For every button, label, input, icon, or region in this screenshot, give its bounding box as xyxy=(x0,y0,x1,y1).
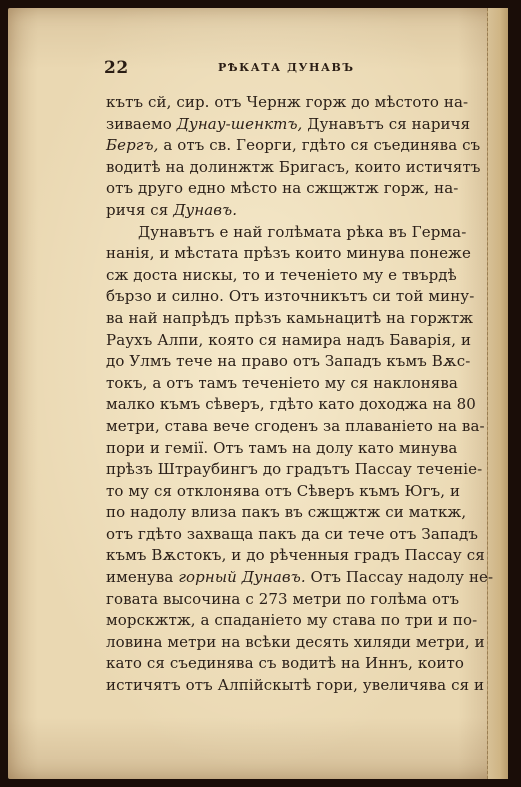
line-text: отъ друго едно мѣсто на сжщжтж горж, на- xyxy=(106,179,459,198)
italic-term: Бергъ, xyxy=(106,136,159,155)
line-text: Отъ Пассау надолу не- xyxy=(305,568,494,587)
line-text: токъ, а отъ тамъ теченіето му ся наклонява xyxy=(106,373,458,392)
line-text: прѣзъ Штраубингъ до градътъ Пассау теченіе- xyxy=(106,460,483,479)
line-text: Дунавътъ ся наричя xyxy=(302,114,471,133)
line-text: като ся съединява съ водитѣ на Иннъ, които xyxy=(106,654,465,673)
line-text: говата высочина с 273 метри по голѣма отъ xyxy=(106,589,460,608)
line-text: сж доста нискы, то и теченіето му е твърдѣ xyxy=(106,265,457,284)
book-page xyxy=(8,8,508,779)
line-text: къмъ Вѫстокъ, и до рѣченныя градъ Пассау ся xyxy=(106,546,485,565)
line-text: пори и гемії. Отъ тамъ на долу като минува xyxy=(106,438,458,457)
text-line xyxy=(106,502,467,524)
line-text: ричя ся xyxy=(106,200,174,219)
running-title: РѢКАТА ДУНАВЪ xyxy=(218,61,355,74)
text-line xyxy=(106,308,474,330)
line-text: именува xyxy=(106,568,179,587)
line-text: до Улмъ тече на право отъ Западъ къмъ Вѫс- xyxy=(106,352,471,371)
text-line xyxy=(106,157,481,179)
text-line xyxy=(106,481,461,503)
text-line xyxy=(106,286,475,308)
line-text: метри, става вече сгоденъ за плаваніето на ва- xyxy=(106,416,485,435)
text-line xyxy=(106,351,471,373)
text-line xyxy=(106,200,450,222)
line-text: нанія, и мѣстата прѣзъ които минува понеже xyxy=(106,244,471,263)
text-line xyxy=(106,373,458,395)
line-text: истичятъ отъ Алпійскытѣ гори, увеличява ся и xyxy=(106,676,485,695)
line-text: водитѣ на долинжтж Бригасъ, които истичятъ xyxy=(106,157,481,176)
text-line xyxy=(106,632,485,654)
text-line xyxy=(106,438,458,460)
line-text: отъ гдѣто захваща пакъ да си тече отъ Западъ xyxy=(106,524,479,543)
italic-term: Дунау-шенктъ, xyxy=(176,114,303,133)
text-line xyxy=(106,589,460,611)
text-line xyxy=(106,265,457,287)
page-number: 22 xyxy=(104,58,129,78)
line-text: бързо и силно. Отъ източникътъ си той мину- xyxy=(106,287,475,306)
line-text: по надолу влиза пакъ въ сжщжтж си маткж, xyxy=(106,503,467,522)
line-text: ловина метри на всѣки десять хиляди метри, и xyxy=(106,632,485,651)
text-line xyxy=(106,114,471,136)
line-text: Раухъ Алпи, която ся намира надъ Баварія, и xyxy=(106,330,472,349)
line-text: кътъ сй, сир. отъ Чернж горж до мѣстото на- xyxy=(106,93,469,111)
text-line xyxy=(106,610,478,632)
line-text: морскжтж, а спаданіето му става по три и по- xyxy=(106,611,478,630)
line-text: малко къмъ сѣверъ, гдѣто като доходжа на 80 xyxy=(106,395,476,414)
running-head xyxy=(104,58,464,78)
text-line xyxy=(106,243,471,265)
line-text: ва най напрѣдъ прѣзъ камьнацитѣ на горжтж xyxy=(106,308,474,327)
text-line xyxy=(106,459,483,481)
text-line xyxy=(106,135,481,157)
text-line xyxy=(106,653,465,675)
line-text: то му ся отклонява отъ Сѣверъ къмъ Югъ, и xyxy=(106,481,461,500)
body-text xyxy=(106,92,494,697)
text-line xyxy=(106,330,472,352)
line-text: зиваемо xyxy=(106,114,177,133)
line-text: Дунавътъ е най голѣмата рѣка въ Герма- xyxy=(138,222,467,241)
text-line xyxy=(106,524,479,546)
line-text: а отъ св. Георги, гдѣто ся съединява съ xyxy=(158,136,481,155)
text-line xyxy=(106,675,485,697)
text-line xyxy=(106,545,485,567)
text-line xyxy=(106,567,494,589)
text-line xyxy=(106,416,485,438)
text-line xyxy=(106,222,467,244)
italic-term: Дунавъ. xyxy=(173,200,238,219)
text-line xyxy=(106,178,459,200)
italic-term: горный Дунавъ. xyxy=(178,568,306,587)
text-line xyxy=(106,92,469,114)
text-line xyxy=(106,394,476,416)
page-edge-strip xyxy=(487,8,508,779)
